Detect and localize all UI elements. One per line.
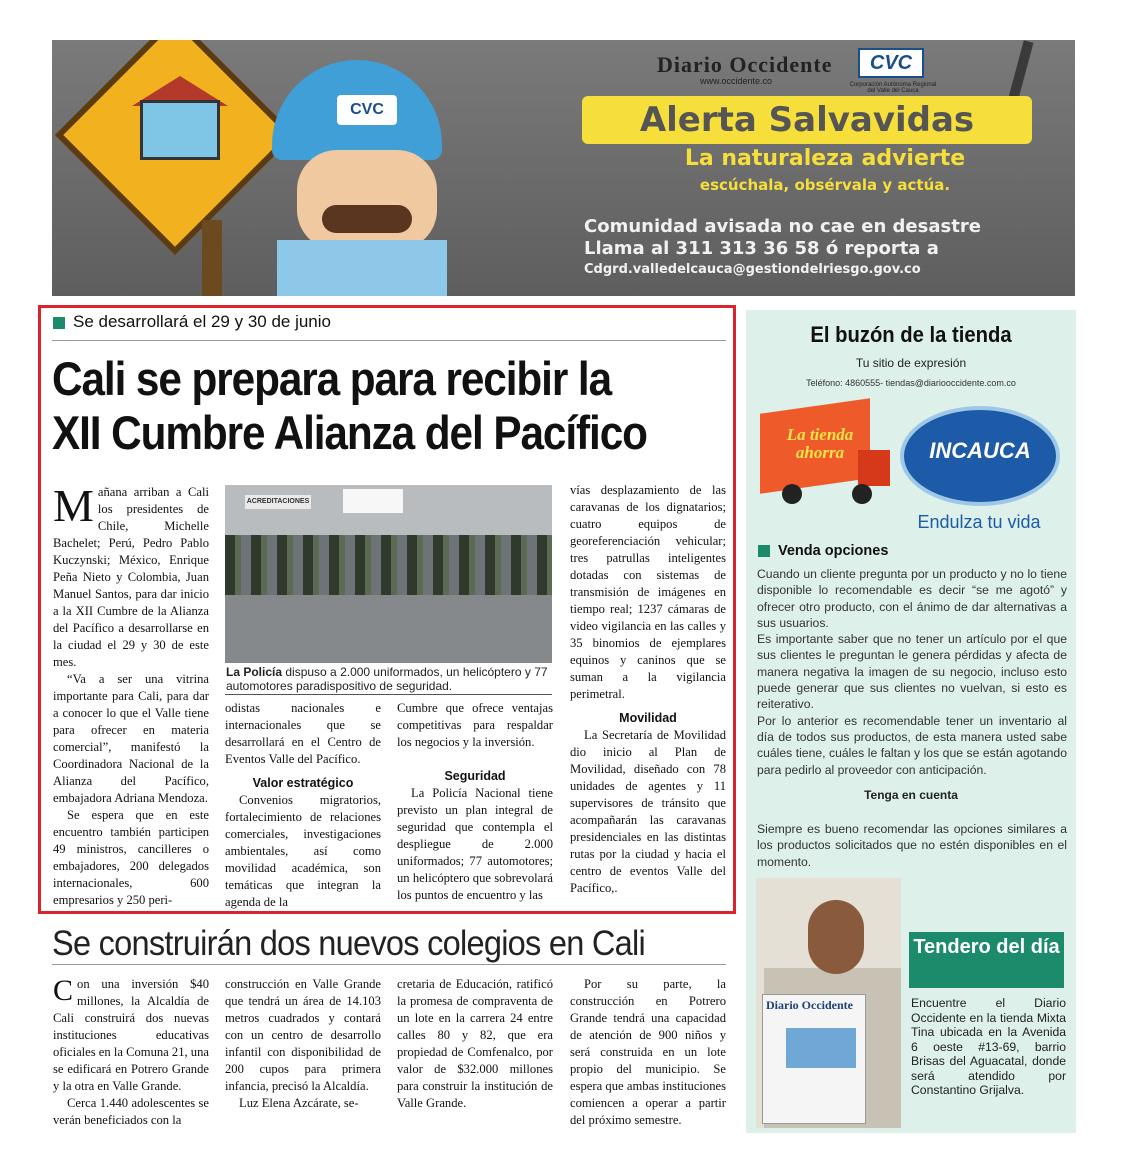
diario-occidente-logo: Diario Occidente — [657, 52, 833, 77]
photo-sign: ACREDITACIONES — [245, 495, 311, 509]
tendero-badge: Tendero del día — [909, 932, 1064, 988]
caption-bold: La Policía — [226, 665, 283, 679]
article2-column-2 — [225, 976, 381, 1112]
venda-text — [757, 566, 1067, 778]
paragraph: Luz Elena Azcárate, se- — [239, 1096, 359, 1110]
article2-column-4 — [570, 976, 726, 1129]
paragraph: La Secretaría de Movilidad dio inicio al Plan de Movilidad, diseñado con 78 unidades de agentes y 11 supervisores de tránsito que acompañarán las caravanas presidenciales en las distintas rutas por la ciudad y hacia el centro de eventos Valle del Pacífico,. — [570, 728, 726, 895]
mascot-shirt — [277, 240, 447, 296]
venda-heading-text: Venda opciones — [778, 543, 889, 559]
venda-heading — [758, 543, 888, 559]
article-kicker — [53, 312, 331, 332]
photo-caption — [226, 665, 556, 693]
drop-cap: C — [53, 974, 74, 1007]
paragraph: Cumbre que ofrece ventajas competitivas para respaldar los negocios y la inversión. — [397, 701, 553, 749]
article-column-4 — [570, 482, 726, 897]
cap-logo: CVC — [337, 95, 397, 125]
paragraph: Es importante saber que no tener un artículo por el que sus clientes le preguntan le genera pérdidas y afecta de manera negativa la imagen de su negocio, incluso esto puede generar que sus clientes no vuelvan, si esto es reiterativo. — [757, 632, 1067, 712]
subheading: Valor estratégico — [252, 776, 354, 790]
tienda-ahorra-truck-logo — [760, 396, 890, 506]
alert-line4: Llama al 311 313 36 58 ó reporta a — [584, 238, 939, 259]
sidebar-subtitle: Tu sitio de expresión — [855, 356, 967, 370]
drop-cap: M — [53, 480, 94, 531]
divider — [52, 964, 726, 965]
kicker-text: Se desarrollará el 29 y 30 de junio — [73, 312, 331, 331]
mascot-face — [297, 150, 437, 250]
alert-line3: Comunidad avisada no cae en desastre — [584, 216, 981, 237]
article2-column-3 — [397, 976, 553, 1112]
kicker-square-icon — [53, 317, 65, 329]
paragraph: Se espera que en este encuentro también participen 49 ministros, cancilleres o embajadores, 200 delegados internacionales, 600 empresarios y 250 peri- — [53, 808, 209, 907]
caption-text: dispuso a 2.000 uniformados, un helicóptero y 77 automotores paradispositivo de seguridad. — [226, 665, 548, 693]
ad-banner[interactable] — [52, 40, 1075, 296]
paragraph: vías desplazamiento de las caravanas de los dignatarios; cuatro equipos de georeferenciación vehicular; tres patrullas inteligentes dotadas con sistemas de transmisión de imágenes en tiempo real; 1237 cámaras de video vigilancia en las calles y 35 binomios de ejemplares equinos y caninos que se suman a la vigilancia perimetral. — [570, 483, 726, 701]
paragraph: añana arriban a Cali los presidentes de Chile, Michelle Bachelet; Perú, Pedro Pablo Kuczynski; México, Enrique Peña Nieto y Colombia, Juan Manuel Santos, para dar inicio a la XII Cumbre de la Alianza del Pacífico a desarrollarse en la ciudad el 29 y 30 de este mes. — [53, 485, 209, 669]
sign-pole-illustration — [202, 220, 222, 296]
tenga-text: Siempre es bueno recomendar las opciones similares a los productos solicitados que no estén disponibles en el momento. — [757, 822, 1067, 869]
article-headline[interactable]: Cali se prepara para recibir la XII Cumbre Alianza del Pacífico — [52, 352, 647, 459]
paragraph: on una inversión $40 millones, la Alcaldía de Cali construirá dos nuevas instituciones educativas oficiales en la Comuna 21, una se edificará en Potrero Grande y la otra en Valle Grande. — [53, 977, 209, 1093]
paragraph: cretaria de Educación, ratificó la promesa de compraventa de un lote en la carrera 24 entre calles 80 y 82, que era propiedad de Comfenalco, por valor de $32.000 millones para construir la institución de Valle Grande. — [397, 977, 553, 1110]
police-photo — [225, 485, 552, 663]
paragraph: La Policía Nacional tiene previsto un plan integral de seguridad que contempla el despliegue de 2.000 uniformados; 77 automotores; un helicóptero que sobrevolará los puntos de encuentro y las — [397, 786, 553, 902]
paper-title: Diario Occidente — [766, 998, 853, 1012]
caption-divider — [225, 694, 552, 695]
tendero-photo — [756, 878, 901, 1128]
divider — [52, 340, 726, 341]
paragraph: odistas nacionales e internacionales que se desarrollará en el Centro de Eventos Valle del Pacífico. — [225, 701, 381, 766]
paragraph: Convenios migratorios, fortalecimiento de relaciones comerciales, investigaciones ambientales, así como movilidad académica, son temáticas que integran la agenda de la — [225, 793, 381, 909]
alert-line2: escúchala, obsérvala y actúa. — [699, 176, 951, 194]
article-column-3 — [397, 700, 553, 904]
alert-email[interactable]: Cdgrd.valledelcauca@gestiondelriesgo.gov.co — [584, 262, 921, 277]
cvc-logo: CVC — [858, 48, 924, 78]
article2-column-1 — [53, 976, 209, 1129]
heading-square-icon — [758, 545, 770, 557]
paragraph: Por su parte, la construcción en Potrero Grande tendrá una capacidad de atención de 900 niños y será construida en un lote propio del municipio. Se espera que ambas instituciones comiencen a operar a partir del próximo semestre. — [570, 977, 726, 1127]
article-column-2 — [225, 700, 381, 911]
alert-line1: La naturaleza advierte — [684, 146, 966, 171]
sidebar-title: El buzón de la tienda — [810, 322, 1012, 347]
subheading: Seguridad — [444, 769, 506, 783]
truck-label: La tienda ahorra — [786, 425, 854, 462]
paragraph: construcción en Valle Grande que tendrá un área de 14.103 metros cuadrados y contará con un centro de desarrollo infantil con disponibilidad de 200 cupos para primera infancia, precisó la Alcaldía. — [225, 977, 381, 1093]
sidebar-contact[interactable]: Teléfono: 4860555- tiendas@diariooccidente.com.co — [806, 378, 1016, 388]
tendero-text: Encuentre el Diario Occidente en la tienda Mixta Tina ubicada en la Avenida 6 oeste #13-69, barrio Brisas del Aguacatal, donde será atendido por Constantino Grijalva. — [911, 996, 1066, 1097]
tenga-heading: Tenga en cuenta — [864, 788, 958, 802]
paragraph: Cerca 1.440 adolescentes se verán beneficiados con la — [53, 1096, 209, 1127]
incauca-slogan: Endulza tu vida — [917, 512, 1041, 532]
article2-headline[interactable]: Se construirán dos nuevos colegios en Cali — [52, 924, 645, 963]
paragraph: “Va a ser una vitrina importante para Cali, para dar a conocer lo que el Valle tiene para ofrecer en materia comercial”, manifestó la Coordinadora Nacional de la Alianza del Pacífico, embajadora Adriana Mendoza. — [53, 672, 209, 805]
alert-title: Alerta Salvavidas — [582, 96, 1032, 144]
mascot-mustache — [322, 205, 412, 233]
paragraph: Por lo anterior es recomendable tener un inventario al día de todos sus productos, de esta manera usted sabe cuáles tiene, cuáles le faltan y los que se están agotando para pedirlo al proveedor con anticipación. — [757, 713, 1067, 777]
cvc-subtitle: Corporación Autónoma Regional del Valle del Cauca — [849, 82, 937, 94]
incauca-logo-text: INCAUCA — [929, 438, 1031, 463]
house-illustration — [140, 100, 220, 160]
article-column-1 — [53, 480, 209, 909]
subheading: Movilidad — [619, 711, 677, 725]
brand-web: www.occidente.co — [700, 76, 773, 86]
paragraph: Cuando un cliente pregunta por un producto y no lo tiene disponible lo recomendable es decir “se me agotó” y ofrecer otro producto, con el ánimo de dar alternativas a sus usuarios. — [757, 567, 1067, 630]
